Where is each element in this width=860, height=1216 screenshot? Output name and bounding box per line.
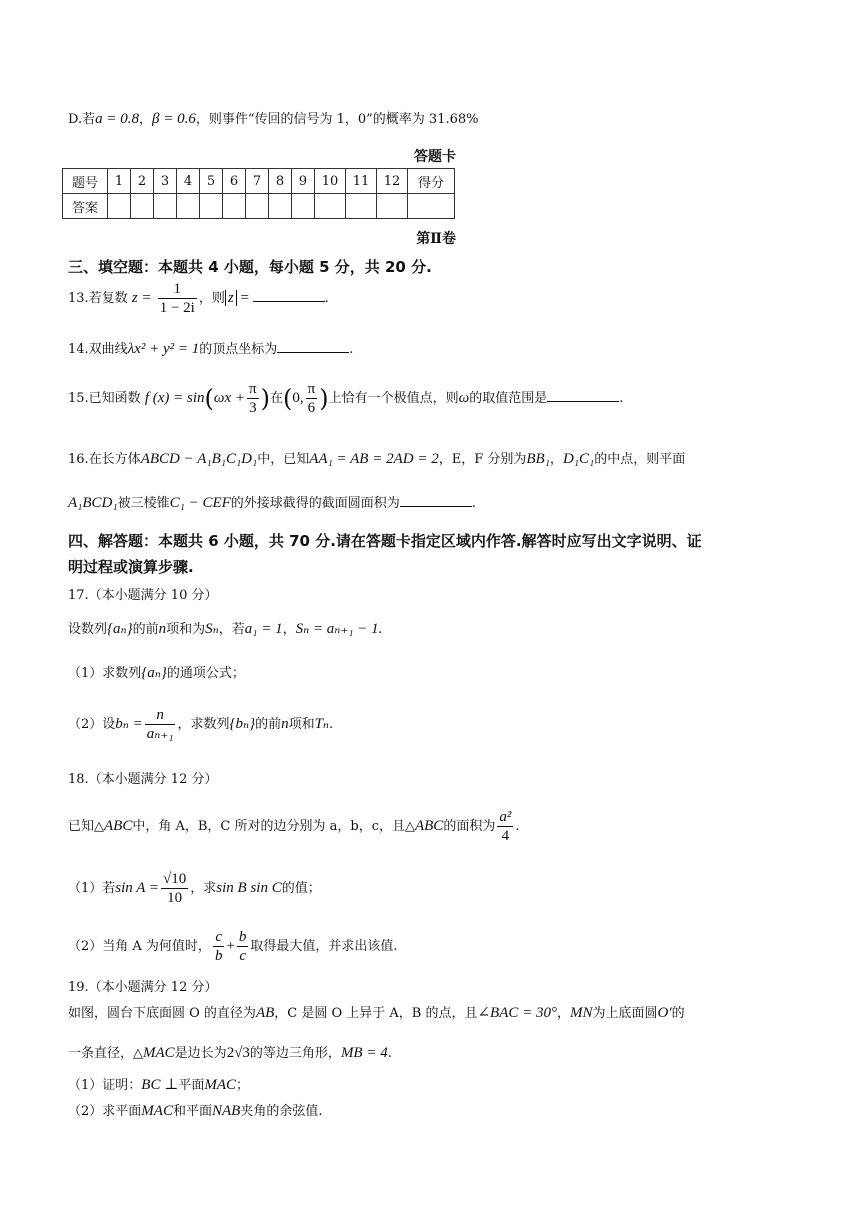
q17-part1 bbox=[68, 662, 245, 682]
cell-number: 9 bbox=[292, 169, 315, 194]
answer-card-row-numbers bbox=[63, 169, 455, 194]
q18-p2-f2n: b bbox=[238, 929, 247, 945]
q17-p1-seq: {aₙ} bbox=[141, 665, 167, 681]
row-label-number: 题号 bbox=[63, 169, 108, 194]
q18-area-den: 4 bbox=[501, 828, 510, 844]
cell-number: 1 bbox=[108, 169, 131, 194]
q17-seq: {aₙ} bbox=[107, 621, 133, 637]
q16-prefix: 16.在长方体 bbox=[68, 452, 141, 467]
answer-cell[interactable] bbox=[346, 194, 377, 219]
q17-sn: Sₙ bbox=[205, 621, 219, 637]
q15-paren-open: ( bbox=[204, 384, 214, 413]
q18-stem-end: . bbox=[515, 819, 520, 834]
q14-end: . bbox=[349, 342, 354, 357]
q17-p2-seq-inner: bₙ bbox=[235, 716, 250, 732]
q17-p2-bn: bₙ = bbox=[115, 716, 143, 732]
q15-pi: π bbox=[249, 381, 257, 397]
q18-stem-b: 中，角 A，B，C 所对的边分别为 a，b，c，且△ bbox=[132, 819, 415, 834]
cell-number: 10 bbox=[315, 169, 346, 194]
q13-num: 1 bbox=[158, 280, 197, 299]
q19-mn: MN bbox=[570, 1005, 593, 1021]
q16-box: ABCD − A₁B₁C₁D₁ bbox=[140, 451, 258, 467]
q15-suffix: 上恰有一个极值点，则 bbox=[328, 391, 459, 406]
q17-cond2: Sₙ = aₙ₊₁ − 1. bbox=[295, 621, 383, 637]
q15-interval-close: ) bbox=[319, 384, 329, 413]
q19-part2 bbox=[68, 1100, 322, 1120]
q18-area-num: a² bbox=[499, 809, 512, 825]
q19-l2-c: 的等边三角形， bbox=[249, 1046, 341, 1061]
q13-abs: z bbox=[225, 290, 237, 306]
q19-l2-b: 是边长为 bbox=[174, 1046, 227, 1061]
q17-part2 bbox=[68, 706, 333, 743]
q17-stem-a: 设数列 bbox=[68, 622, 108, 637]
cell-number: 6 bbox=[223, 169, 246, 194]
cell-number: 3 bbox=[154, 169, 177, 194]
alpha-value: a = 0.8 bbox=[95, 111, 139, 127]
q16-line2-mid: 被三棱锥 bbox=[117, 496, 170, 511]
q19-p1-end: ； bbox=[236, 1078, 250, 1093]
q17-p2-c: 的前 bbox=[255, 717, 282, 732]
q19-p2-a: （2）求平面 bbox=[68, 1104, 142, 1119]
q18-p2-plus: + bbox=[226, 938, 235, 954]
q19-p2-c: 夹角的余弦值. bbox=[240, 1104, 323, 1119]
answer-cell[interactable] bbox=[377, 194, 408, 219]
q14-expr: λx² + y² = 1 bbox=[127, 341, 200, 357]
q16-pyramid: C₁ − CEF bbox=[169, 495, 231, 511]
q17-p2-b: ，求数列 bbox=[177, 717, 230, 732]
section4-heading-line1: 四、解答题：本题共 6 小题，共 70 分.请在答题卡指定区域内作答.解答时应写出文字说明、证 bbox=[68, 532, 702, 550]
q19-l2-end: . bbox=[387, 1046, 392, 1061]
q17-p1-seq-inner: aₙ bbox=[147, 665, 161, 681]
q16-mid: 中，已知 bbox=[257, 452, 310, 467]
q18-p2-f1d: b bbox=[214, 948, 223, 964]
q18-p2-b: 取得最大值，并求出该值. bbox=[250, 939, 398, 954]
q19-mac: MAC bbox=[143, 1045, 175, 1061]
q17-stem-c: 项和为 bbox=[166, 622, 206, 637]
q13-answer-blank[interactable] bbox=[253, 289, 325, 302]
q19-line1 bbox=[68, 1002, 685, 1022]
answer-cell[interactable] bbox=[269, 194, 292, 219]
question-16-line1 bbox=[68, 448, 685, 468]
q17-seq-inner: aₙ bbox=[113, 621, 127, 637]
q18-p1-expr: sin B sin C bbox=[216, 880, 282, 896]
q15-six: 6 bbox=[307, 400, 316, 416]
q19-l2-a: 一条直径，△ bbox=[68, 1046, 143, 1061]
q18-area-fraction bbox=[497, 808, 513, 845]
q19-title: 19.（本小题满分 12 分） bbox=[68, 980, 218, 995]
q17-stem-e: ， bbox=[282, 622, 296, 637]
q15-end: . bbox=[619, 391, 624, 406]
q17-p2-fraction bbox=[145, 706, 176, 743]
q16-line2-tail: 的外接球截得的截面圆面积为 bbox=[230, 496, 400, 511]
q14-suffix: 的顶点坐标为 bbox=[199, 342, 278, 357]
q15-omega: ω bbox=[458, 390, 470, 406]
q17-p2-n: n bbox=[281, 716, 289, 732]
q16-bb1: BB₁ bbox=[526, 451, 550, 467]
answer-card-table bbox=[62, 168, 455, 219]
q17-p2-d: 项和 bbox=[288, 717, 315, 732]
question-15 bbox=[68, 380, 623, 417]
part2-title: 第Ⅱ卷 bbox=[416, 231, 456, 247]
q18-part1 bbox=[68, 870, 321, 907]
q13-prefix: 13.若复数 bbox=[68, 291, 128, 306]
cell-number: 5 bbox=[200, 169, 223, 194]
q15-pi-over-3 bbox=[247, 380, 259, 417]
q17-p2-num: n bbox=[145, 706, 176, 725]
q16-tail: ，E，F 分别为 bbox=[438, 452, 527, 467]
q17-p2-den: aₙ₊₁ bbox=[146, 726, 174, 742]
option-d-text: ，则事件“传回的信号为 1，0”的概率为 31.68% bbox=[195, 112, 479, 127]
answer-cell[interactable] bbox=[223, 194, 246, 219]
q15-pi-2: π bbox=[307, 381, 316, 397]
q19-o-prime: O′ bbox=[657, 1005, 672, 1021]
q18-p1-den: 10 bbox=[167, 890, 183, 906]
q14-prefix: 14.双曲线 bbox=[68, 342, 128, 357]
q19-l1-b: ，C 是圆 O 上异于 A，B 的点，且 bbox=[274, 1006, 478, 1021]
q16-plane: A₁BCD₁ bbox=[68, 495, 118, 511]
option-d bbox=[68, 108, 479, 128]
q18-title: 18.（本小题满分 12 分） bbox=[68, 772, 218, 787]
q13-eq: = bbox=[236, 290, 253, 306]
q17-title: 17.（本小题满分 10 分） bbox=[68, 588, 218, 603]
q16-line1-end: 的中点，则平面 bbox=[594, 452, 686, 467]
q18-p2-f2d: c bbox=[239, 948, 246, 964]
q17-p1-b: 的通项公式； bbox=[166, 666, 245, 681]
q16-d1c1: D₁C₁ bbox=[562, 451, 595, 467]
q17-p2-end: . bbox=[329, 717, 334, 732]
q13-fraction bbox=[158, 280, 197, 317]
q19-l1-d: 为上底面圆 bbox=[592, 1006, 658, 1021]
score-cell[interactable] bbox=[408, 194, 455, 219]
answer-cell[interactable] bbox=[154, 194, 177, 219]
q15-interval-open: ( bbox=[283, 384, 293, 413]
q18-abc: ABC bbox=[104, 818, 133, 834]
answer-cell[interactable] bbox=[131, 194, 154, 219]
q17-cond1: a₁ = 1 bbox=[244, 621, 283, 637]
option-d-prefix: D.若 bbox=[68, 112, 96, 127]
q13-lhs: z = bbox=[131, 290, 152, 306]
answer-cell[interactable] bbox=[177, 194, 200, 219]
q18-p1-c: 的值； bbox=[281, 881, 321, 896]
q19-ab: AB bbox=[255, 1005, 275, 1021]
q17-p2-a: （2）设 bbox=[68, 717, 116, 732]
q19-l1-a: 如图，圆台下底面圆 O 的直径为 bbox=[68, 1006, 256, 1021]
q18-p2-frac1 bbox=[213, 928, 225, 965]
q19-p1-expr: BC ⊥ bbox=[141, 1077, 179, 1093]
q18-p1-b: ，求 bbox=[190, 881, 217, 896]
q15-tail: 的取值范围是 bbox=[469, 391, 548, 406]
q18-p1-fraction bbox=[161, 870, 188, 907]
cell-number: 7 bbox=[246, 169, 269, 194]
answer-card-row-answers bbox=[63, 194, 455, 219]
section3-heading: 三、填空题：本题共 4 小题，每小题 5 分，共 20 分. bbox=[68, 258, 432, 276]
answer-cell[interactable] bbox=[315, 194, 346, 219]
q18-p1-sin: sin A = bbox=[115, 880, 160, 896]
q17-p1-a: （1）求数列 bbox=[68, 666, 142, 681]
q15-pi-over-6 bbox=[306, 380, 318, 417]
q19-length: 2√3 bbox=[226, 1045, 250, 1061]
q19-line2 bbox=[68, 1042, 392, 1062]
q18-stem-c: 的面积为 bbox=[443, 819, 496, 834]
question-14 bbox=[68, 338, 353, 358]
answer-cell[interactable] bbox=[108, 194, 131, 219]
q17-stem bbox=[68, 618, 382, 638]
q18-p1-num: √10 bbox=[163, 871, 187, 887]
question-13 bbox=[68, 280, 329, 317]
cell-number: 8 bbox=[269, 169, 292, 194]
q18-stem bbox=[68, 808, 519, 845]
q16-answer-blank[interactable] bbox=[400, 494, 472, 507]
q15-three: 3 bbox=[249, 400, 257, 416]
q17-stem-b: 的前 bbox=[132, 622, 159, 637]
q15-zero: 0, bbox=[292, 390, 304, 406]
beta-value: β = 0.6 bbox=[151, 111, 196, 127]
q17-p2-tn: Tₙ bbox=[314, 716, 330, 732]
q19-p1-b: 平面 bbox=[178, 1078, 205, 1093]
q19-mb: MB = 4 bbox=[340, 1045, 388, 1061]
q13-end: . bbox=[324, 291, 329, 306]
q19-p2-mac: MAC bbox=[141, 1103, 173, 1119]
question-16-line2 bbox=[68, 492, 476, 512]
cell-number: 12 bbox=[377, 169, 408, 194]
q19-p1-mac: MAC bbox=[204, 1077, 236, 1093]
cell-number: 2 bbox=[131, 169, 154, 194]
q15-mid: 在 bbox=[269, 391, 283, 406]
q19-p2-nab: NAB bbox=[211, 1103, 241, 1119]
q19-angle: ∠BAC = 30° bbox=[477, 1005, 558, 1021]
q19-l1-c: ， bbox=[557, 1006, 571, 1021]
q18-stem-a: 已知△ bbox=[68, 819, 104, 834]
separator: ， bbox=[138, 112, 152, 127]
q18-p2-f1n: c bbox=[213, 928, 225, 947]
section4-heading-line2: 明过程或演算步骤. bbox=[68, 558, 194, 576]
answer-cell[interactable] bbox=[292, 194, 315, 219]
q18-p2-a: （2）当角 A 为何值时， bbox=[68, 939, 211, 954]
q16-end: . bbox=[471, 496, 476, 511]
row-label-answer: 答案 bbox=[63, 194, 108, 219]
q19-part1 bbox=[68, 1074, 249, 1094]
q19-p1-a: （1）证明： bbox=[68, 1078, 142, 1093]
q18-p1-a: （1）若 bbox=[68, 881, 116, 896]
q18-abc-2: ABC bbox=[414, 818, 444, 834]
q18-p2-frac2 bbox=[237, 928, 249, 965]
answer-card-title: 答题卡 bbox=[414, 149, 456, 165]
cell-number: 4 bbox=[177, 169, 200, 194]
cell-score-label: 得分 bbox=[408, 169, 455, 194]
q13-den: 1 − 2i bbox=[159, 300, 195, 316]
q17-n: n bbox=[158, 621, 167, 637]
q15-paren-close: ) bbox=[260, 384, 270, 413]
q15-inner: ωx + bbox=[213, 390, 246, 406]
q17-stem-d: ，若 bbox=[218, 622, 245, 637]
q18-part2 bbox=[68, 928, 398, 965]
answer-cell[interactable] bbox=[200, 194, 223, 219]
q14-answer-blank[interactable] bbox=[277, 340, 349, 353]
q19-p2-b: 和平面 bbox=[172, 1104, 212, 1119]
q13-mid: ，则 bbox=[198, 291, 225, 306]
answer-cell[interactable] bbox=[246, 194, 269, 219]
q19-l1-e: 的 bbox=[671, 1006, 685, 1021]
q17-p2-seq: {bₙ} bbox=[229, 716, 256, 732]
q15-answer-blank[interactable] bbox=[547, 389, 619, 402]
cell-number: 11 bbox=[346, 169, 377, 194]
q16-sep: ， bbox=[549, 452, 563, 467]
q15-prefix: 15.已知函数 bbox=[68, 391, 141, 406]
q15-function: f (x) = sin bbox=[144, 390, 205, 406]
q16-eq: AA₁ = AB = 2AD = 2 bbox=[309, 451, 439, 467]
